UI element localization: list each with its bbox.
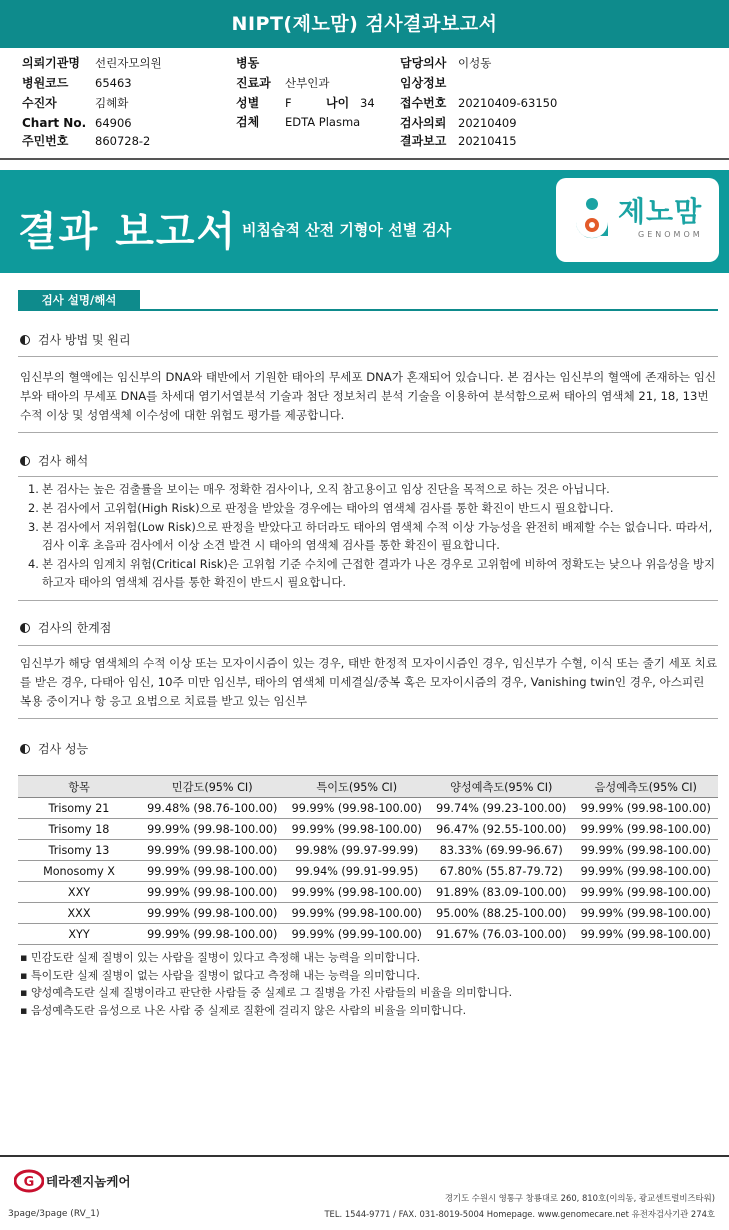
table-row bbox=[18, 840, 718, 861]
half-circle-icon bbox=[20, 456, 30, 466]
table-cell: 99.99% (99.98-100.00) bbox=[574, 861, 719, 882]
age-value: 34 bbox=[360, 96, 375, 110]
info-label: 담당의사 bbox=[400, 56, 447, 70]
info-value: 64906 bbox=[95, 116, 132, 130]
info-label: 임상정보 bbox=[400, 76, 447, 90]
table-cell: 95.00% (88.25-100.00) bbox=[429, 903, 574, 924]
divider bbox=[18, 432, 718, 433]
column-header: 양성예측도(95% CI) bbox=[429, 776, 574, 798]
table-cell: 99.99% (99.98-100.00) bbox=[140, 861, 285, 882]
note-text: 특이도란 실제 질병이 없는 사람을 질병이 없다고 측정해 내는 능력을 의미합니다. bbox=[30, 968, 421, 982]
info-value: 860728-2 bbox=[95, 134, 151, 148]
heading-text: 검사 방법 및 원리 bbox=[38, 333, 131, 347]
info-label: 검체 bbox=[236, 115, 260, 129]
info-value: 20210415 bbox=[458, 134, 517, 148]
info-label: 결과보고 bbox=[400, 134, 447, 148]
table-row bbox=[18, 798, 718, 819]
note-item: ▪ 양성예측도란 실제 질병이라고 판단한 사람들 중 실제로 그 질병을 가진 사람들의 비율을 의미합니다. bbox=[20, 986, 513, 999]
result-banner bbox=[0, 170, 729, 273]
info-label: Chart No. bbox=[22, 116, 87, 130]
table-cell: 83.33% (69.99-96.67) bbox=[429, 840, 574, 861]
column-header: 민감도(95% CI) bbox=[140, 776, 285, 798]
table-cell: 99.99% (99.98-100.00) bbox=[574, 924, 719, 945]
info-label: 검사의뢰 bbox=[400, 116, 447, 130]
list-item: 1. 본 검사는 높은 검출률을 보이는 매우 정확한 검사이나, 오직 참고용이고 임상 진단을 목적으로 하는 것은 아닙니다. bbox=[28, 482, 610, 496]
info-value: F bbox=[285, 96, 292, 110]
table-cell: 99.99% (99.98-100.00) bbox=[574, 903, 719, 924]
column-header: 음성예측도(95% CI) bbox=[574, 776, 719, 798]
table-cell: 99.99% (99.98-100.00) bbox=[140, 924, 285, 945]
table-cell: Trisomy 21 bbox=[18, 798, 140, 819]
table-row bbox=[18, 903, 718, 924]
info-label: 접수번호 bbox=[400, 96, 447, 110]
heading-text: 검사 성능 bbox=[38, 742, 89, 756]
info-value: 김혜화 bbox=[95, 96, 129, 110]
table-cell: Monosomy X bbox=[18, 861, 140, 882]
info-row bbox=[0, 74, 729, 92]
list-item: 2. 본 검사에서 고위험(High Risk)으로 판정을 받았을 경우에는 태아의 염색체 검사를 통한 확진이 반드시 필요합니다. bbox=[28, 501, 614, 515]
divider bbox=[0, 158, 729, 160]
table-cell: Trisomy 18 bbox=[18, 819, 140, 840]
info-row bbox=[0, 94, 729, 112]
note-item: ▪ 민감도란 실제 질병이 있는 사람을 질병이 있다고 측정해 내는 능력을 의미합니다. bbox=[20, 951, 421, 964]
table-cell: 99.74% (99.23-100.00) bbox=[429, 798, 574, 819]
table-cell: 99.99% (99.98-100.00) bbox=[285, 819, 430, 840]
info-value: 65463 bbox=[95, 76, 132, 90]
logo-text: 제노맘 bbox=[618, 195, 703, 228]
info-value: 이성동 bbox=[458, 56, 492, 70]
table-cell: 91.67% (76.03-100.00) bbox=[429, 924, 574, 945]
info-row bbox=[0, 114, 729, 132]
banner-title: 결과 보고서 bbox=[18, 209, 238, 255]
theragen-logo-icon bbox=[14, 1169, 44, 1193]
column-header: 특이도(95% CI) bbox=[285, 776, 430, 798]
list-item: 3. 본 검사에서 저위험(Low Risk)으로 판정을 받았다고 하더라도 태아의 염색체 수적 이상 가능성을 완전히 배제할 수는 없습니다. 따라서, 검사 이후 초음파 검사에서 이상 소견 발견 시 태아의 염색체 검사를 통한 확진이 필요합니다. bbox=[28, 520, 713, 552]
list-item-text: 본 검사에서 고위험(High Risk)으로 판정을 받았을 경우에는 태아의 염색체 검사를 통한 확진이 반드시 필요합니다. bbox=[42, 501, 614, 515]
info-value: 산부인과 bbox=[285, 76, 330, 90]
note-text: 양성예측도란 실제 질병이라고 판단한 사람들 중 실제로 그 질병을 가진 사람들의 비율을 의미합니다. bbox=[30, 986, 513, 999]
limits-text: 임신부가 해당 염색체의 수적 이상 또는 모자이시즘이 있는 경우, 태반 한정적 모자이시즘인 경우, 임신부가 수혈, 이식 또는 줄기 세포 치료를 받은 경우, 다태아 임신, 10주 미만 임신부, 태아의 염색체 미세결실/중복 혹은 모자이시즘의 경우, Vanishing twin인 경우, 아스피린 복용 중이거나 항 응고 요법으로 치료를 받고 있는 임신부 bbox=[20, 656, 718, 708]
divider bbox=[18, 356, 718, 357]
list-item-text: 본 검사의 임계치 위험(Critical Risk)은 고위험 기준 수치에 근접한 결과가 나온 경우로 고위험에 비하여 정확도는 낮으나 위음성을 방지하고자 태아의 염색체 검사를 통한 확진이 반드시 필요합니다. bbox=[42, 557, 716, 589]
info-label: 병원코드 bbox=[22, 76, 69, 90]
svg-text:G: G bbox=[23, 1175, 35, 1190]
note-item: ▪ 음성예측도란 음성으로 나온 사람 중 실제로 질환에 걸리지 않은 사람의 비율을 의미합니다. bbox=[20, 1003, 467, 1017]
divider bbox=[18, 600, 718, 601]
section-tab: 검사 설명/해석 bbox=[18, 290, 140, 310]
info-label: 수진자 bbox=[22, 96, 57, 110]
note-text: 민감도란 실제 질병이 있는 사람을 질병이 있다고 측정해 내는 능력을 의미합니다. bbox=[30, 951, 421, 964]
banner-subtitle: 비침습적 산전 기형아 선별 검사 bbox=[242, 221, 452, 239]
divider bbox=[0, 1155, 729, 1157]
divider bbox=[18, 645, 718, 646]
info-row bbox=[0, 132, 729, 150]
info-label: 주민번호 bbox=[22, 134, 69, 148]
interpretation-list bbox=[28, 480, 718, 592]
info-label: 진료과 bbox=[236, 76, 271, 90]
performance-table bbox=[18, 775, 718, 945]
company-name: 테라젠지놈케어 bbox=[46, 1174, 131, 1189]
age-label: 나이 bbox=[326, 96, 350, 110]
table-cell: 99.99% (99.98-100.00) bbox=[574, 882, 719, 903]
company-address: 경기도 수원시 영통구 창룡대로 260, 810호(이의동, 광교센트럴비즈타워) bbox=[444, 1193, 715, 1203]
table-cell: 99.99% (99.98-100.00) bbox=[285, 882, 430, 903]
table-cell: 99.94% (99.91-99.95) bbox=[285, 861, 430, 882]
note-text: 음성예측도란 음성으로 나온 사람 중 실제로 질환에 걸리지 않은 사람의 비율을 의미합니다. bbox=[30, 1003, 467, 1017]
table-cell: 96.47% (92.55-100.00) bbox=[429, 819, 574, 840]
table-cell: 99.99% (99.98-100.00) bbox=[140, 882, 285, 903]
table-cell: 91.89% (83.09-100.00) bbox=[429, 882, 574, 903]
note-item: ▪ 특이도란 실제 질병이 없는 사람을 질병이 없다고 측정해 내는 능력을 의미합니다. bbox=[20, 968, 421, 982]
table-cell: 99.99% (99.98-100.00) bbox=[140, 819, 285, 840]
page-number: 3page/3page (RV_1) bbox=[8, 1209, 100, 1219]
table-cell: XYY bbox=[18, 924, 140, 945]
half-circle-icon bbox=[20, 744, 30, 754]
table-row bbox=[18, 882, 718, 903]
info-label: 성별 bbox=[236, 96, 260, 110]
table-cell: 67.80% (55.87-79.72) bbox=[429, 861, 574, 882]
performance-notes bbox=[20, 949, 718, 1019]
table-row bbox=[18, 924, 718, 945]
genomom-logo bbox=[556, 178, 719, 262]
divider bbox=[18, 718, 718, 719]
info-label: 의뢰기관명 bbox=[22, 56, 80, 70]
table-cell: XXY bbox=[18, 882, 140, 903]
table-row bbox=[18, 819, 718, 840]
interpretation-heading bbox=[20, 452, 88, 469]
table-header-row bbox=[18, 776, 718, 798]
table-cell: 99.98% (99.97-99.99) bbox=[285, 840, 430, 861]
info-label: 병동 bbox=[236, 56, 260, 70]
table-cell: 99.99% (99.99-100.00) bbox=[285, 924, 430, 945]
divider bbox=[18, 309, 718, 311]
column-header: 항목 bbox=[18, 776, 140, 798]
list-item-text: 본 검사는 높은 검출률을 보이는 매우 정확한 검사이나, 오직 참고용이고 임상 진단을 목적으로 하는 것은 아닙니다. bbox=[42, 482, 610, 496]
patient-info bbox=[0, 52, 729, 156]
company-contact: TEL. 1544-9771 / FAX. 031-8019-5004 Homepage. www.genomecare.net 유전자검사기관 274호 bbox=[324, 1209, 715, 1219]
genomom-logo-icon bbox=[570, 196, 614, 244]
table-cell: 99.99% (99.98-100.00) bbox=[285, 798, 430, 819]
table-cell: 99.99% (99.98-100.00) bbox=[140, 903, 285, 924]
table-cell: 99.99% (99.98-100.00) bbox=[574, 840, 719, 861]
info-value: EDTA Plasma bbox=[285, 115, 361, 129]
divider bbox=[18, 476, 718, 477]
table-cell: 99.48% (98.76-100.00) bbox=[140, 798, 285, 819]
logo-subtext: GENOMOM bbox=[638, 230, 703, 239]
heading-text: 검사 해석 bbox=[38, 454, 89, 468]
table-cell: XXX bbox=[18, 903, 140, 924]
method-text: 임신부의 혈액에는 임신부의 DNA와 태반에서 기원한 태아의 무세포 DNA가 혼재되어 있습니다. 본 검사는 임신부의 혈액에 존재하는 임신부와 태아의 무세포 DNA를 차세대 염기서열분석 기술과 첨단 정보처리 분석 기술을 이용하여 분석함으로써 태아의 염색체 21, 18, 13번 수적 이상 및 성염색체 이수성에 대한 위험도 평가를 제공합니다. bbox=[20, 370, 717, 422]
performance-heading bbox=[20, 740, 88, 757]
table-row bbox=[18, 861, 718, 882]
method-heading bbox=[20, 331, 131, 348]
table-cell: 99.99% (99.98-100.00) bbox=[574, 819, 719, 840]
table-cell: 99.99% (99.98-100.00) bbox=[140, 840, 285, 861]
list-item: 4. 본 검사의 임계치 위험(Critical Risk)은 고위험 기준 수치에 근접한 결과가 나온 경우로 고위험에 비하여 정확도는 낮으나 위음성을 방지하고자 태아의 염색체 검사를 통한 확진이 반드시 필요합니다. bbox=[28, 557, 716, 589]
info-value: 선린자모의원 bbox=[95, 56, 162, 70]
info-value: 20210409-63150 bbox=[458, 96, 558, 110]
heading-text: 검사의 한계점 bbox=[38, 621, 112, 635]
limits-heading bbox=[20, 619, 111, 636]
table-cell: 99.99% (99.98-100.00) bbox=[574, 798, 719, 819]
report-title: NIPT(제노맘) 검사결과보고서 bbox=[0, 0, 729, 48]
half-circle-icon bbox=[20, 623, 30, 633]
info-value: 20210409 bbox=[458, 116, 517, 130]
half-circle-icon bbox=[20, 335, 30, 345]
list-item-text: 본 검사에서 저위험(Low Risk)으로 판정을 받았다고 하더라도 태아의 염색체 수적 이상 가능성을 완전히 배제할 수는 없습니다. 따라서, 검사 이후 초음파 검사에서 이상 소견 발견 시 태아의 염색체 검사를 통한 확진이 필요합니다. bbox=[42, 520, 713, 552]
table-cell: Trisomy 13 bbox=[18, 840, 140, 861]
table-cell: 99.99% (99.98-100.00) bbox=[285, 903, 430, 924]
info-row bbox=[0, 54, 729, 72]
